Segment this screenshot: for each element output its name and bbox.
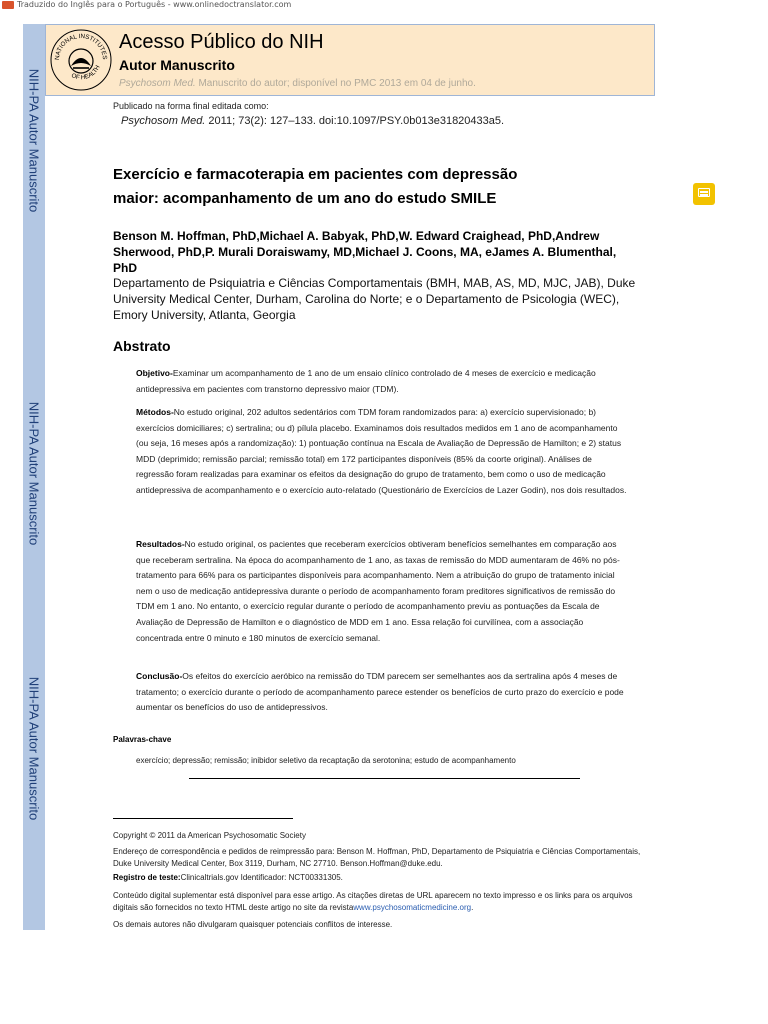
abstract-methods: Métodos-No estudo original, 202 adultos sedentários com TDM foram randomizados para: a) exercício supervisionado; b) exercícios domiciliares; c) sertralina; ou d) pílula placebo. Examinamos dois resultados medidos em 1 ano de acompanhamento (ou seja, 16 meses após a randomização): 1) pontuação contínua na Escala de Avaliação de Depressão de Hamilton; e 2) status MDD (deprimido; remissão parcial; remissão total) em 172 participantes disponíveis (85% da coorte original). Análises de regressão foram realizadas para examinar os efeitos da designação do grupo de tratamento, bem como o uso de medicação antidepressiva de acompanhamento e o exercício auto-relatado (Questionário de Exercícios de Lazer Godin), nos dois resultados.	[136, 407, 627, 495]
publication-label: Publicado na forma final editada como:	[113, 101, 269, 111]
publication-citation: Psychosom Med. 2011; 73(2): 127–133. doi:10.1097/PSY.0b013e31820433a5.	[121, 115, 505, 127]
article-title: Exercício e farmacoterapia em pacientes com depressão maior: acompanhamento de um ano do estudo SMILE	[113, 166, 518, 207]
abstract-conclusion: Conclusão-Os efeitos do exercício aeróbico na remissão do TDM parecem ser semelhantes aos da sertralina após 4 meses de tratamento; o exercício durante o período de acompanhamento parece estender os benefícios de curto prazo do exercício e pode aumentar os benefícios do uso de antidepressivos.	[136, 671, 624, 713]
abstract-heading: Abstrato	[113, 338, 171, 354]
abstract-results: Resultados-No estudo original, os pacientes que receberam exercícios obtiveram benefícios semelhantes em comparação aos que receberam sertralina. Na época do acompanhamento de 1 ano, as taxas de remissão do MDD aumentaram de 46% no pós-tratamento para 66% para os participantes disponíveis para acompanhamento. Nem a atribuição do grupo de tratamento inicial nem o uso de medicação antidepressiva durante o período de acompanhamento foram preditores significativos de remissão do TDM em 1 ano. No entanto, o exercício regular durante o período de acompanhamento previu as pontuações da Escala de Avaliação de Depressão de Hamilton e o diagnóstico de MDD em 1 ano. Essa relação foi curvilínea, com a associação concentrada entre 0 minuto e 180 minutos de exercício semanal.	[136, 539, 620, 643]
copyright-notice: Copyright © 2011 da American Psychosomatic Society	[113, 831, 306, 840]
nih-seal-icon	[49, 28, 113, 92]
footnote-divider	[113, 818, 293, 819]
translator-logo-icon	[2, 1, 14, 9]
supplemental-note: Conteúdo digital suplementar está disponível para esse artigo. As citações diretas de URL aparecem no texto impresso e os links para os arquivos digitais são fornecidos no texto HTML deste artigo no site da revistawww.psychosomaticmedicine.org.	[113, 891, 633, 912]
abstract-objective: Objetivo-Examinar um acompanhamento de 1 ano de um ensaio clínico controlado de 4 meses de exercício e medicação antidepressiva em pacientes com transtorno depressivo maior (TDM).	[136, 368, 596, 394]
author-list: Benson M. Hoffman, PhD,Michael A. Babyak, PhD,W. Edward Craighead, PhD,Andrew Sherwood, PhD,P. Murali Doraiswamy, MD,Michael J. Coons, MA, eJames A. Blumenthal, PhD	[113, 229, 617, 275]
affiliation: Departamento de Psiquiatria e Ciências Comportamentais (BMH, MAB, AS, MD, MJC, JAB), Duke University Medical Center, Durham, Carolina do Norte; e o Departamento de Psicologia (WEC), Emory University, Atlanta, Georgia	[113, 276, 636, 322]
correspondence-note: Endereço de correspondência e pedidos de reimpressão para: Benson M. Hoffman, PhD, Departamento de Psiquiatria e Ciências Comportamentais, Duke University Medical Center, Box 3119, Durham, NC 27710. Benson.Hoffman@duke.edu.	[113, 847, 641, 868]
sidebar-label-2: NIH-PA Autor Manuscrito	[26, 401, 42, 545]
journal-link[interactable]: www.psychosomaticmedicine.org	[353, 903, 472, 912]
header-banner	[45, 24, 655, 96]
header-note: Psychosom Med. Manuscrito do autor; disponível no PMC 2013 em 04 de junho.	[119, 78, 476, 89]
header-subtitle: Autor Manuscrito	[119, 57, 235, 73]
keywords-heading: Palavras-chave	[113, 735, 172, 744]
conflicts-note: Os demais autores não divulgaram quaisquer potenciais conflitos de interesse.	[113, 920, 393, 929]
translator-banner[interactable]	[0, 0, 768, 12]
sidebar-label-3: NIH-PA Autor Manuscrito	[26, 676, 42, 820]
svg-text:NATIONAL INSTITUTES: NATIONAL INSTITUTES	[53, 32, 109, 61]
keywords-text: exercício; depressão; remissão; inibidor seletivo da recaptação da serotonina; estudo de acompanhamento	[136, 756, 516, 765]
registry-note: Registro de teste:Clinicaltrials.gov Identificador: NCT00331305.	[113, 873, 343, 882]
translator-banner-text[interactable]: Traduzido do Inglês para o Português - www.onlinedoctranslator.com	[17, 0, 292, 9]
sidebar-label-1: NIH-PA Autor Manuscrito	[26, 68, 42, 212]
divider	[189, 778, 580, 779]
svg-text:OF HEALTH: OF HEALTH	[70, 64, 102, 82]
comment-icon[interactable]	[693, 183, 715, 205]
header-title: Acesso Público do NIH	[119, 31, 324, 53]
